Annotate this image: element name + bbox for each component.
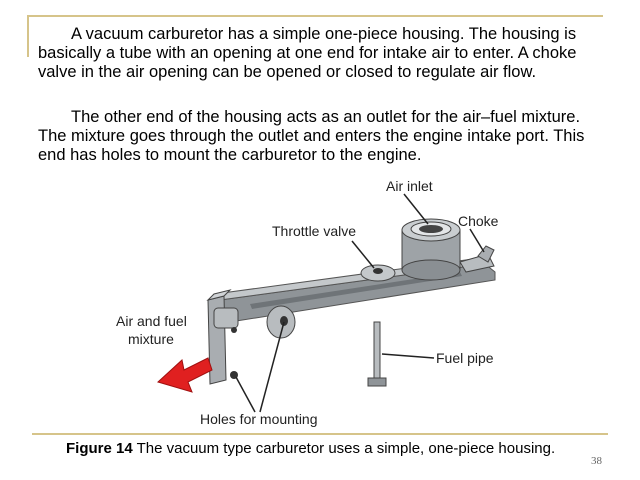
label-choke: Choke bbox=[458, 213, 499, 229]
label-fuel-pipe: Fuel pipe bbox=[436, 350, 494, 366]
left-rule bbox=[27, 15, 29, 57]
figure-number: Figure 14 bbox=[66, 440, 133, 457]
label-mixture-line2: mixture bbox=[128, 331, 174, 347]
figure-caption-text: The vacuum type carburetor uses a simple, one-piece housing. bbox=[132, 440, 556, 457]
paragraph-outlet: The other end of the housing acts as an outlet for the air–fuel mixture. The mixture goes through the outlet and enters the engine intake port. This end has holes to mount the carburetor to the engine. bbox=[38, 108, 585, 164]
label-mixture-line1: Air and fuel bbox=[116, 313, 187, 329]
mixture-flow-arrow bbox=[158, 358, 212, 392]
label-air-inlet: Air inlet bbox=[386, 178, 433, 194]
carburetor-illustration bbox=[100, 172, 520, 428]
label-throttle-valve: Throttle valve bbox=[272, 223, 357, 239]
label-holes-for-mounting: Holes for mounting bbox=[200, 411, 318, 427]
paragraph-housing: A vacuum carburetor has a simple one-piece housing. The housing is basically a tube with an opening at one end for intake air to enter. A choke valve in the air opening can be opened or closed to regulate air flow. bbox=[38, 25, 577, 81]
figure-caption bbox=[66, 440, 555, 457]
top-rule bbox=[27, 15, 603, 17]
bottom-rule bbox=[32, 433, 608, 435]
page-number: 38 bbox=[591, 455, 602, 467]
